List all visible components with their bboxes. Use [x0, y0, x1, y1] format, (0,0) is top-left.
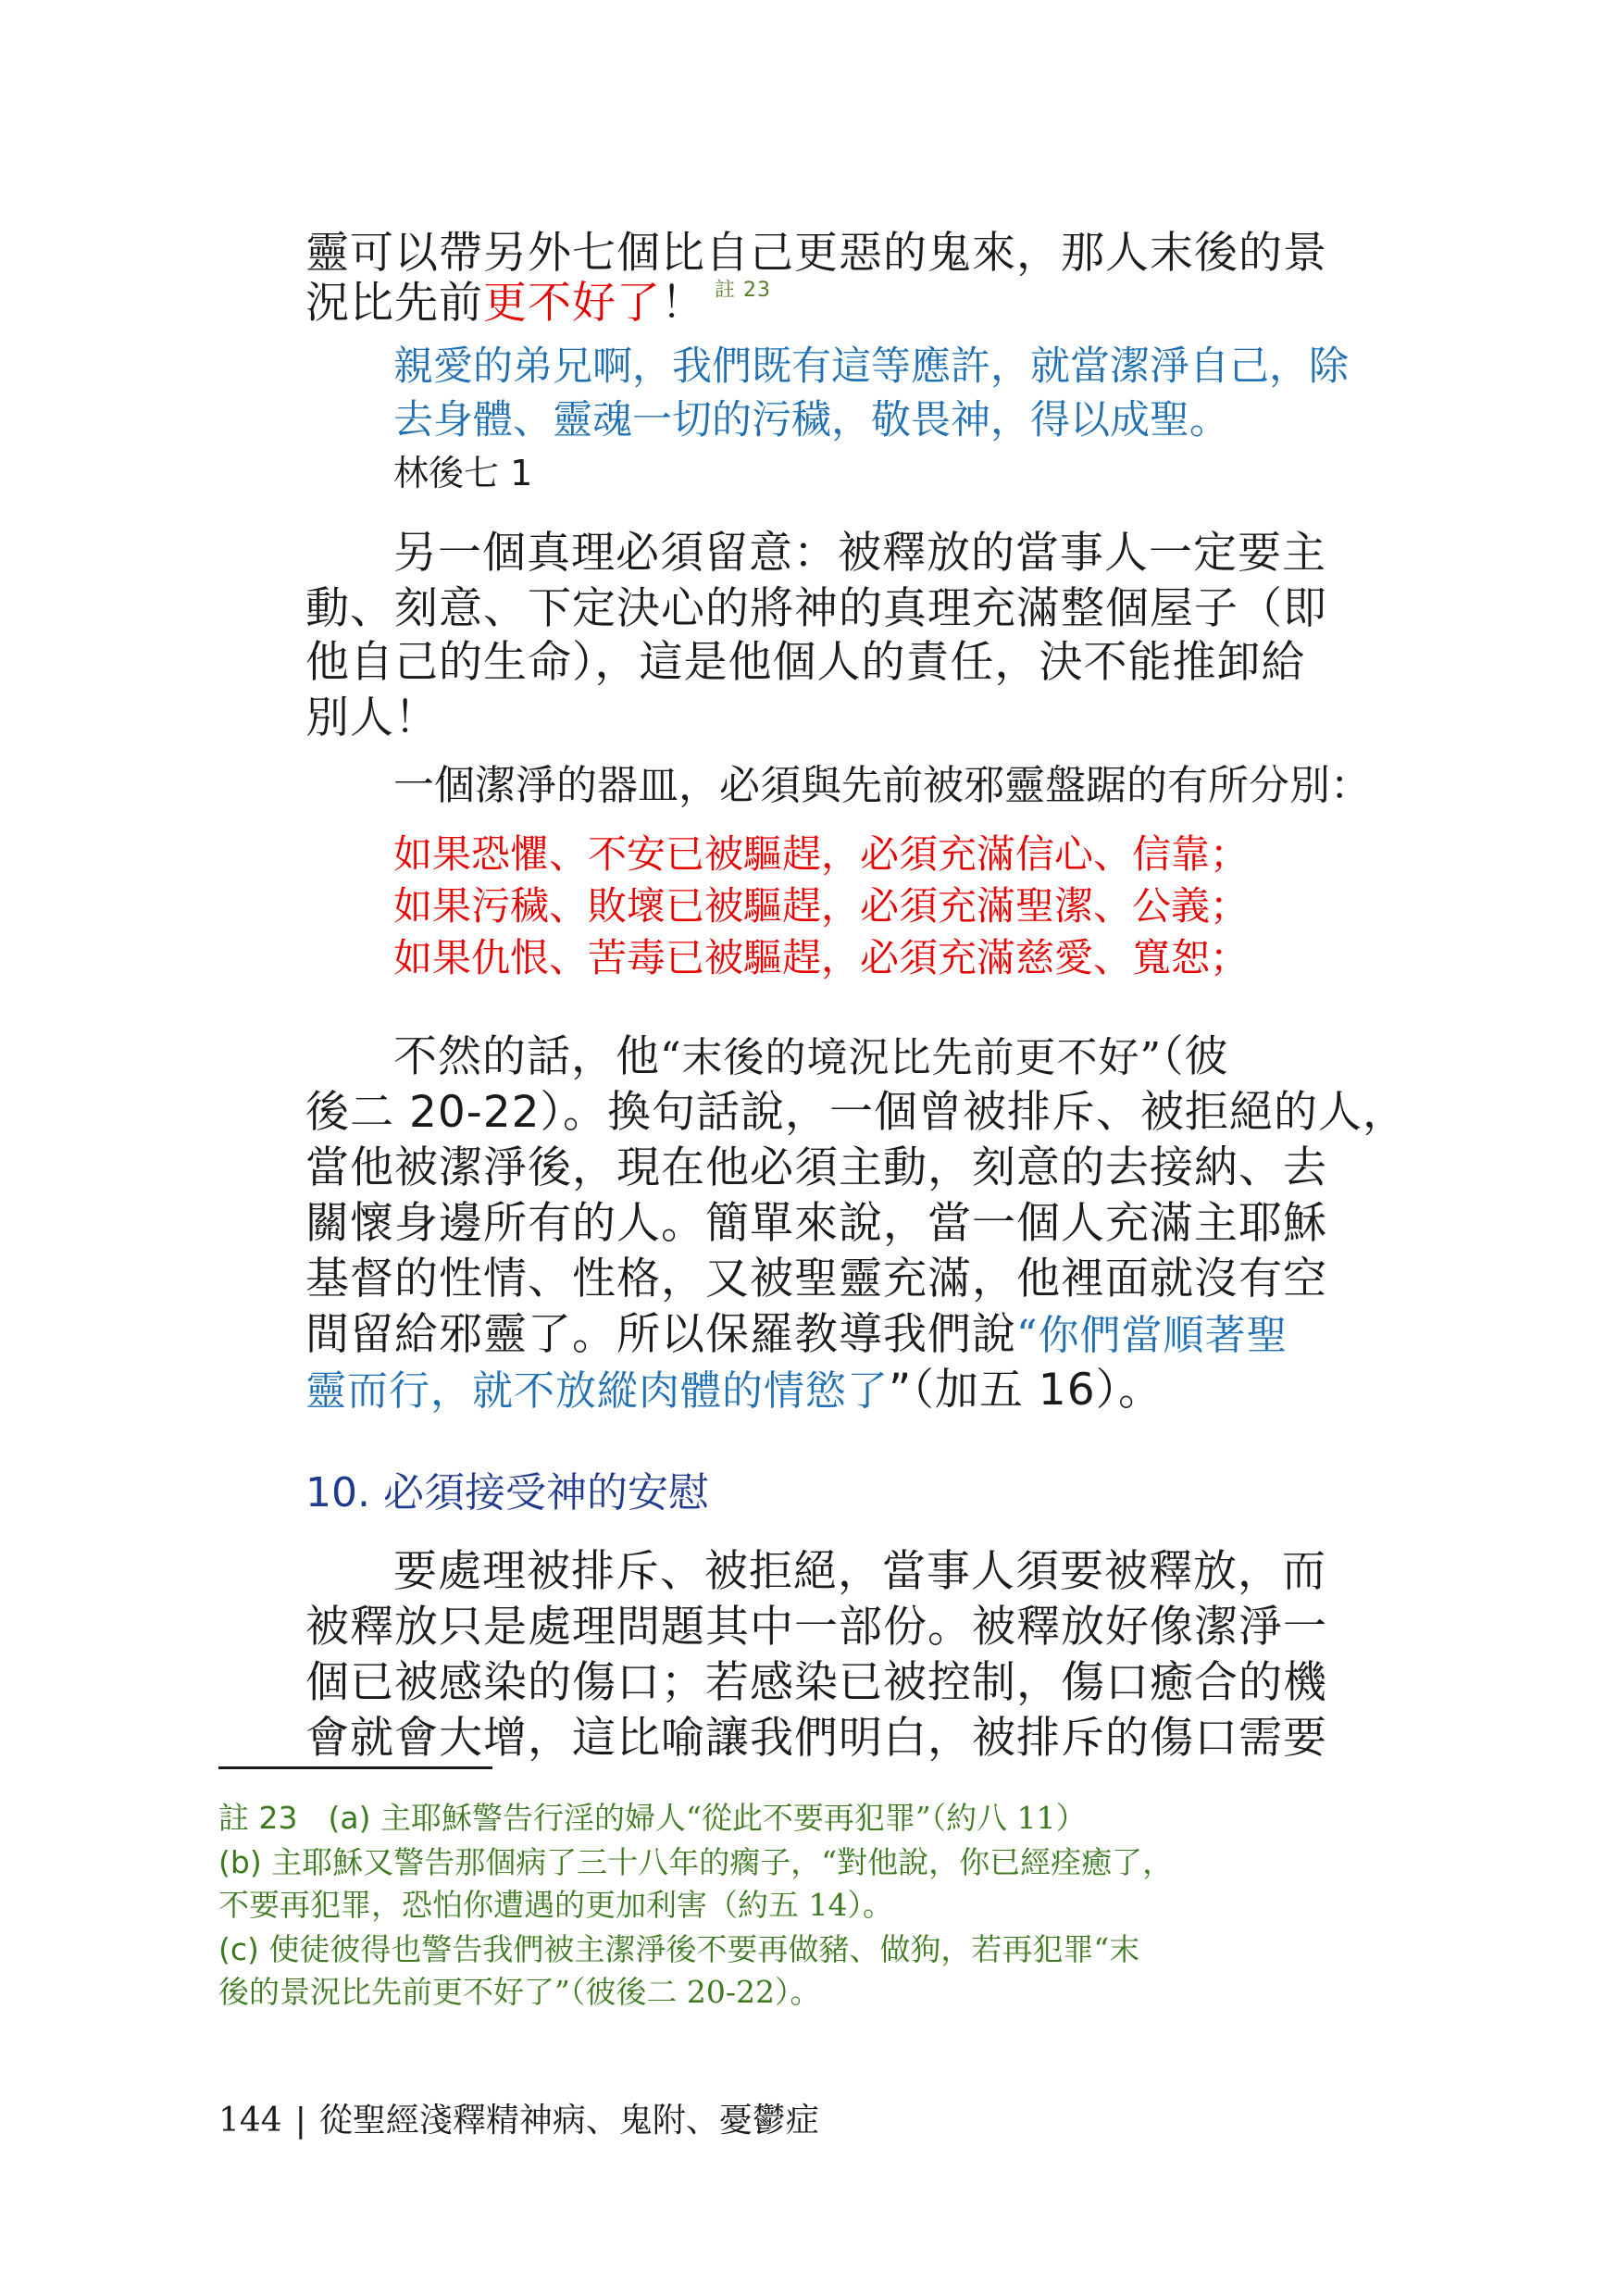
body-line: 個已被感染的傷口；若感染已被控制，傷口癒合的機 — [305, 1657, 1327, 1708]
page-number: 144 — [218, 2102, 282, 2140]
footnote-divider — [218, 1766, 492, 1769]
body-line: 他自己的生命），這是他個人的責任，決不能推卸給 — [305, 637, 1306, 688]
footnote-line: 後的景況比先前更不好了”（彼後二 20-22）。 — [218, 1974, 821, 2010]
list-item: 如果仇恨、苦毒已被驅趕，必須充滿慈愛、寬恕； — [393, 935, 1250, 980]
body-line: 靈可以帶另外七個比自己更惡的鬼來，那人末後的景 — [305, 228, 1327, 279]
book-title: 從聖經淺釋精神病、鬼附、憂鬱症 — [318, 2102, 819, 2140]
section-heading: 10. 必須接受神的安慰 — [305, 1469, 709, 1516]
footer-separator: | — [294, 2102, 306, 2140]
footnote-line: 不要再犯罪，恐怕你遭遇的更加利害（約五 14）。 — [218, 1887, 893, 1923]
body-line: 靈而行，就不放縱肉體的情慾了”（加五 16）。 — [305, 1365, 1164, 1416]
list-item: 如果污穢、敗壞已被驅趕，必須充滿聖潔、公義； — [393, 883, 1250, 929]
footnote-line: 註 23 (a) 主耶穌警告行淫的婦人“從此不要再犯罪”（約八 11） — [218, 1800, 1087, 1836]
body-line: 別人！ — [305, 693, 439, 743]
body-line: 會就會大增，這比喻讓我們明白，被排斥的傷口需要 — [305, 1713, 1327, 1764]
footnote-line: (c) 使徒彼得也警告我們被主潔淨後不要再做豬、做狗，若再犯罪“末 — [218, 1931, 1140, 1967]
body-line: 一個潔淨的器皿，必須與先前被邪靈盤踞的有所分別： — [393, 762, 1371, 809]
body-line: 不然的話，他“末後的境況比先前更不好”（彼 — [393, 1031, 1229, 1082]
inline-quote: “末後的境況比先前更不好” — [660, 1034, 1162, 1081]
body-line: 況比先前更不好了！ $^{註 23}$ — [305, 278, 771, 329]
scripture-quote-line: 去身體、靈魂一切的污穢，敬畏神，得以成聖。 — [393, 397, 1229, 443]
body-line: 基督的性情、性格，又被聖靈充滿，他裡面就沒有空 — [305, 1254, 1327, 1304]
scripture-inline-quote: “你們當順著聖 — [1016, 1312, 1288, 1359]
footnote-reference[interactable]: 註 23 — [715, 279, 771, 302]
body-line: 動、刻意、下定決心的將神的真理充滿整個屋子（即 — [305, 583, 1327, 634]
body-line: 後二 20-22）。換句話說，一個曾被排斥、被拒絕的人， — [305, 1087, 1408, 1138]
body-line: 當他被潔淨後，現在他必須主動，刻意的去接納、去 — [305, 1142, 1327, 1193]
body-line: 關懷身邊所有的人。簡單來說，當一個人充滿主耶穌 — [305, 1198, 1327, 1249]
body-line: 被釋放只是處理問題其中一部份。被釋放好像潔淨一 — [305, 1602, 1327, 1653]
footnote-line: (b) 主耶穌又警告那個病了三十八年的瘸子，“對他說，你已經痊癒了， — [218, 1844, 1174, 1880]
emphasis-text: 更不好了 — [483, 278, 661, 329]
body-line: 另一個真理必須留意：被釋放的當事人一定要主 — [393, 528, 1326, 579]
page-footer — [218, 2094, 819, 2141]
scripture-inline-quote: 靈而行，就不放縱肉體的情慾了 — [305, 1367, 889, 1415]
body-line: 間留給邪靈了。所以保羅教導我們說“你們當順著聖 — [305, 1309, 1288, 1360]
scripture-reference: 林後七 1 — [393, 453, 533, 493]
list-item: 如果恐懼、不安已被驅趕，必須充滿信心、信靠； — [393, 831, 1250, 877]
body-line: 要處理被排斥、被拒絕，當事人須要被釋放，而 — [393, 1546, 1326, 1597]
scripture-quote-line: 親愛的弟兄啊，我們既有這等應許，就當潔淨自己，除 — [393, 343, 1349, 390]
